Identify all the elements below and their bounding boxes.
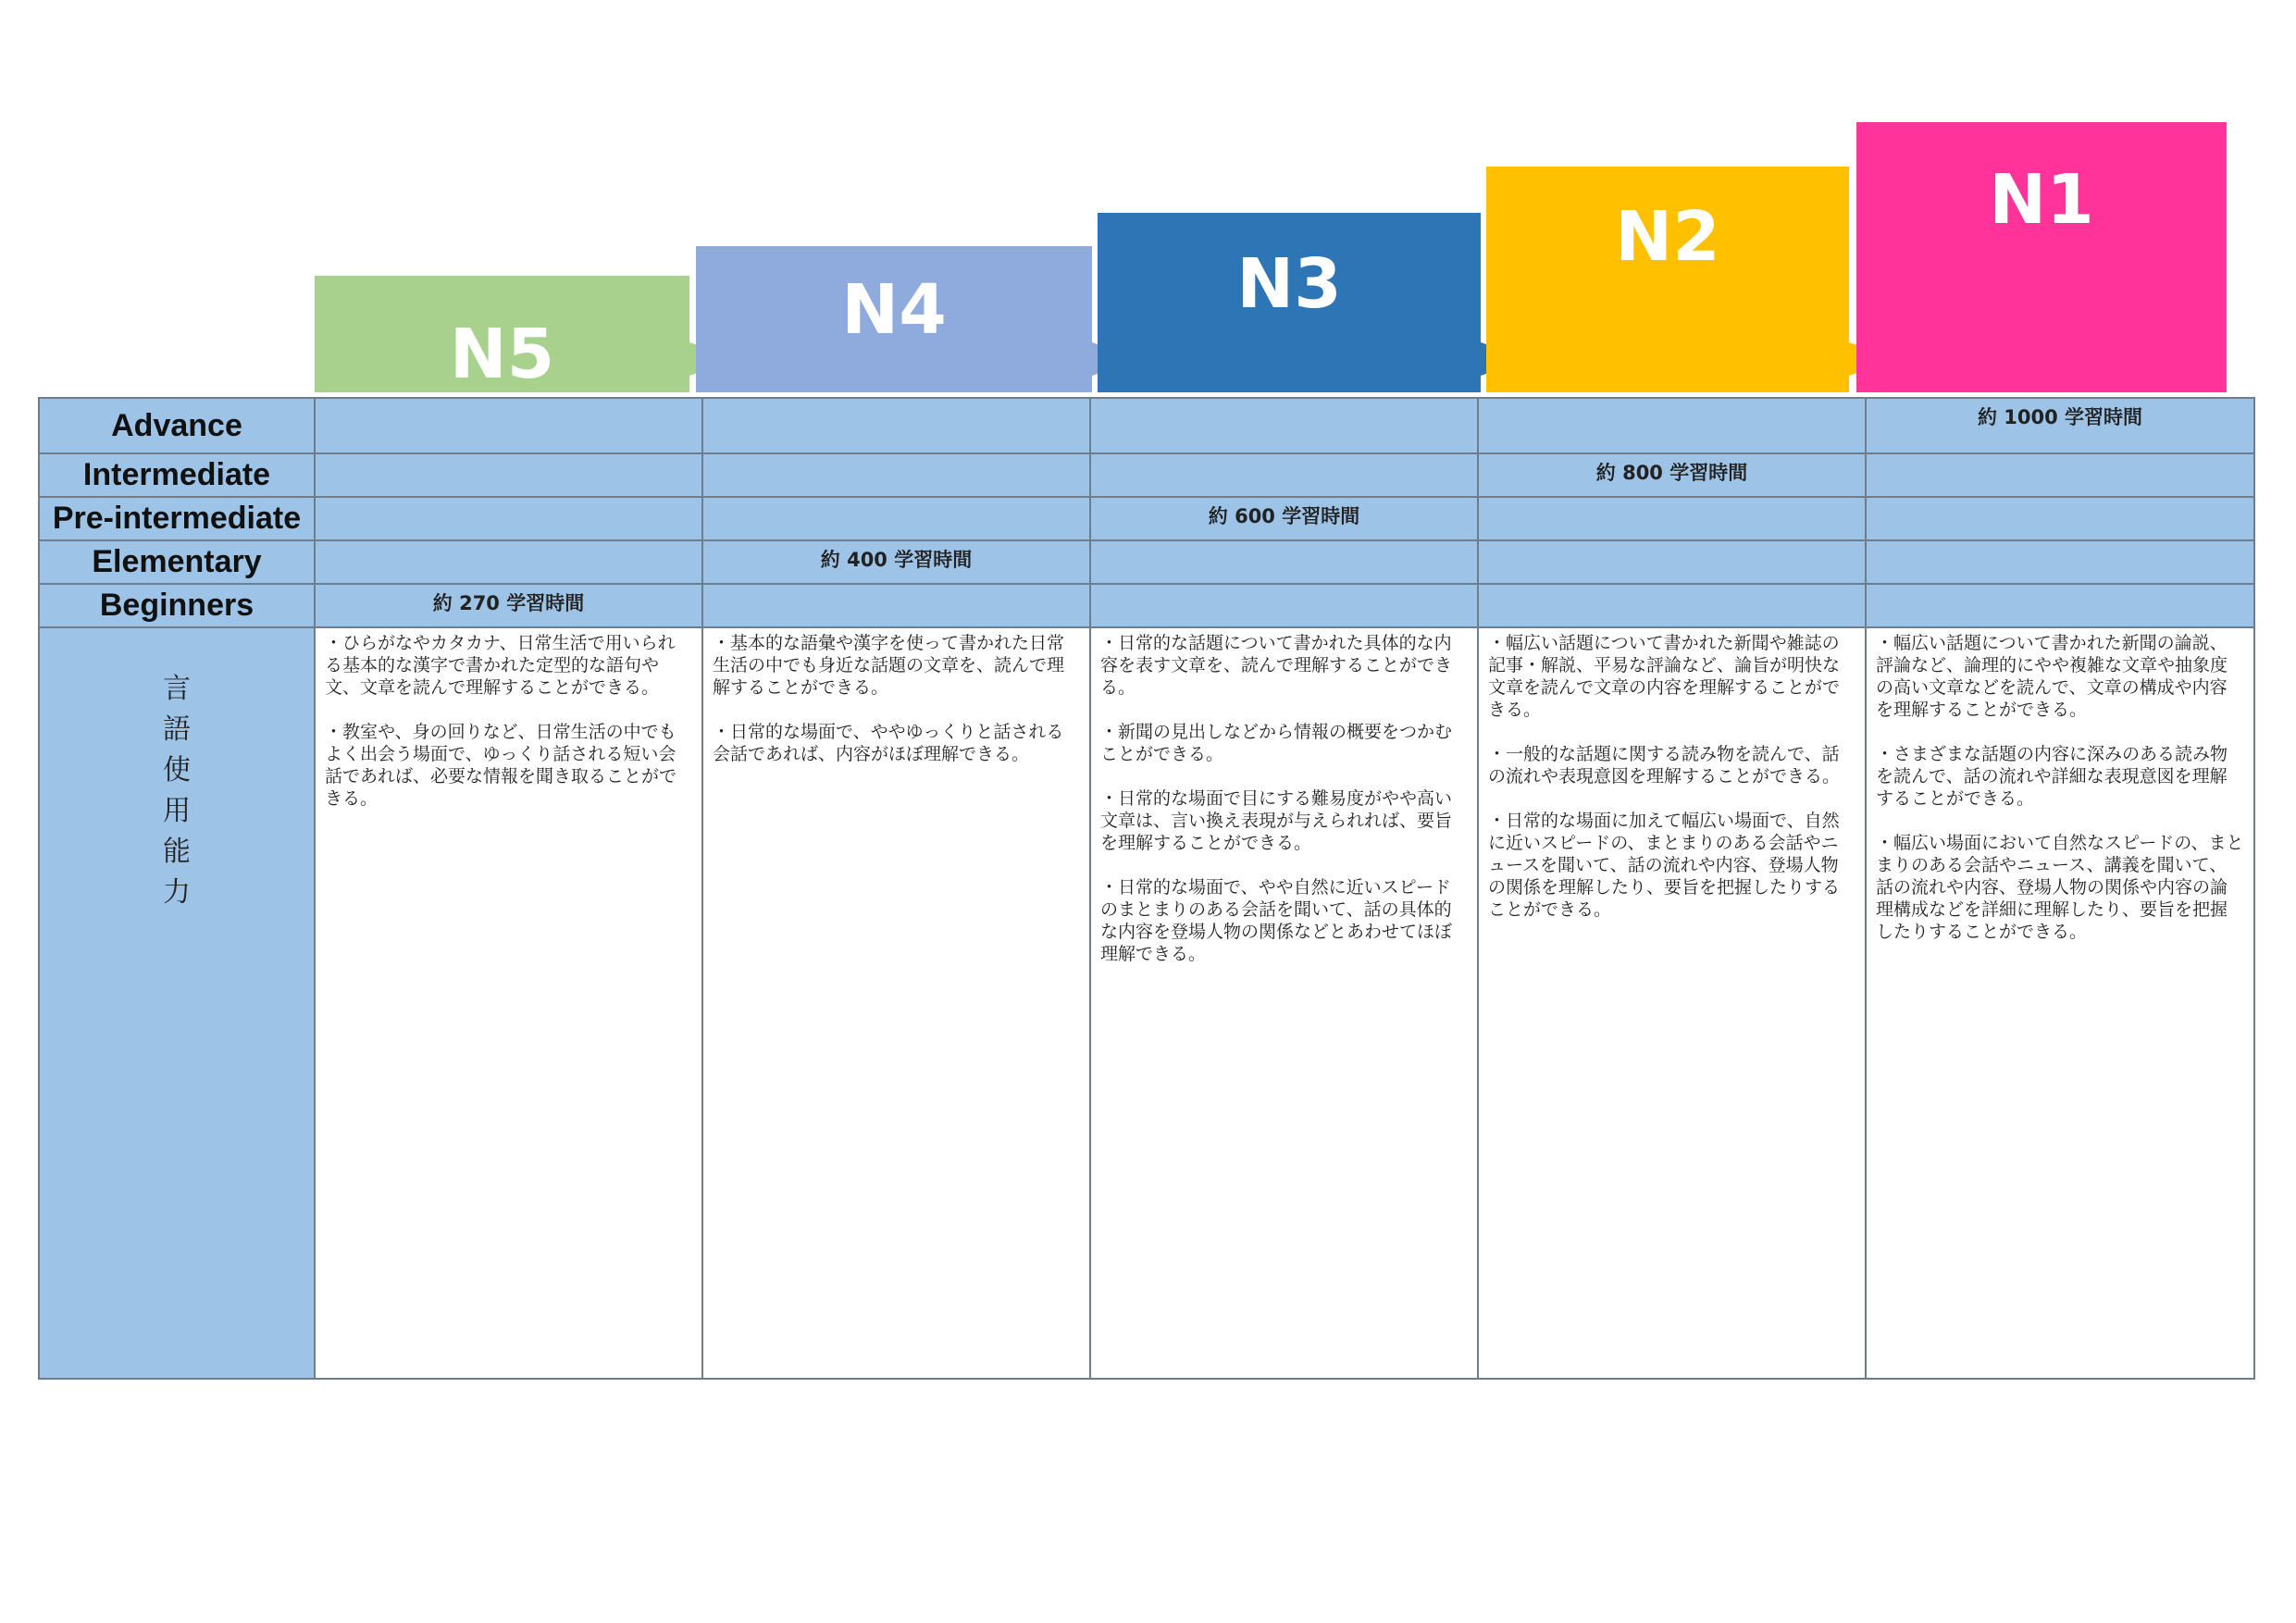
header-char-3: 使 xyxy=(163,754,191,787)
description-n2-reading: ・幅広い話題について書かれた新聞や雑誌の記事・解説、平易な評論など、論旨が明快な文章を読んで文章の内容を理解することができる。 xyxy=(1488,633,1841,720)
study-hours-n4: 約 400 学習時間 xyxy=(702,540,1090,584)
header-char-6: 力 xyxy=(163,876,191,909)
study-hours-n2: 約 800 学習時間 xyxy=(1478,453,1866,497)
jlpt-level-table xyxy=(38,397,2255,1380)
cell-preint-n4 xyxy=(702,497,1090,540)
level-beginners: Beginners xyxy=(39,584,315,627)
header-char-2: 語 xyxy=(163,713,191,746)
cell-elementary-n2 xyxy=(1478,540,1866,584)
description-n4 xyxy=(702,627,1090,1379)
level-intermediate: Intermediate xyxy=(39,453,315,497)
banner-n5 xyxy=(315,276,689,392)
banner-n2 xyxy=(1486,167,1849,392)
cell-preint-n5 xyxy=(315,497,702,540)
cell-intermediate-n1 xyxy=(1866,453,2254,497)
language-ability-header xyxy=(39,627,315,1379)
cell-elementary-n1 xyxy=(1866,540,2254,584)
description-n4-reading: ・基本的な語彙や漢字を使って書かれた日常生活の中でも身近な話題の文章を、読んで理解することができる。 xyxy=(713,633,1065,698)
study-hours-n5: 約 270 学習時間 xyxy=(315,584,702,627)
description-n1-reading: ・幅広い話題について書かれた新聞の論説、評論など、論理的にやや複雑な文章や抽象度の高い文章などを読んで、文章の構成や内容を理解することができる。 xyxy=(1876,633,2228,720)
banner-n1 xyxy=(1856,122,2227,392)
cell-beginners-n1 xyxy=(1866,584,2254,627)
banner-n4 xyxy=(696,246,1092,392)
cell-advance-n2 xyxy=(1478,398,1866,453)
cell-elementary-n3 xyxy=(1090,540,1478,584)
cell-intermediate-n3 xyxy=(1090,453,1478,497)
cell-advance-n5 xyxy=(315,398,702,453)
description-n3-paraphrase: ・日常的な場面で目にする難易度がやや高い文章は、言い換え表現が与えられれば、要旨を理解することができる。 xyxy=(1100,788,1453,853)
cell-advance-n4 xyxy=(702,398,1090,453)
banner-n1-label: N1 xyxy=(1989,160,2094,240)
cell-intermediate-n5 xyxy=(315,453,702,497)
cell-preint-n2 xyxy=(1478,497,1866,540)
banner-n2-label: N2 xyxy=(1615,197,1720,277)
description-n5-reading: ・ひらがなやカタカナ、日常生活で用いられる基本的な漢字で書かれた定型的な語句や文、文章を読んで理解することができる。 xyxy=(325,633,676,698)
study-hours-n1: 約 1000 学習時間 xyxy=(1866,398,2254,453)
banner-n3-label: N3 xyxy=(1236,244,1342,324)
cell-advance-n3 xyxy=(1090,398,1478,453)
banner-n3 xyxy=(1098,213,1481,392)
cell-intermediate-n4 xyxy=(702,453,1090,497)
banner-n5-label: N5 xyxy=(449,315,555,394)
description-n2 xyxy=(1478,627,1866,1379)
level-pre-intermediate: Pre-intermediate xyxy=(39,497,315,540)
description-n3 xyxy=(1090,627,1478,1379)
header-char-5: 能 xyxy=(163,836,191,868)
header-char-4: 用 xyxy=(163,795,191,827)
cell-preint-n1 xyxy=(1866,497,2254,540)
level-elementary: Elementary xyxy=(39,540,315,584)
level-advance: Advance xyxy=(39,398,315,453)
cell-elementary-n5 xyxy=(315,540,702,584)
cell-beginners-n2 xyxy=(1478,584,1866,627)
cell-beginners-n4 xyxy=(702,584,1090,627)
description-n4-listening: ・日常的な場面で、ややゆっくりと話される会話であれば、内容がほぼ理解できる。 xyxy=(713,722,1064,764)
description-n3-listening: ・日常的な場面で、やや自然に近いスピードのまとまりのある会話を聞いて、話の具体的な内容を登場人物の関係などとあわせてほぼ理解できる。 xyxy=(1100,877,1453,964)
cell-beginners-n3 xyxy=(1090,584,1478,627)
description-n1-depth: ・さまざまな話題の内容に深みのある読み物を読んで、話の流れや詳細な表現意図を理解することができる。 xyxy=(1876,744,2228,809)
description-n1-listening: ・幅広い場面において自然なスピードの、まとまりのある会話やニュース、講義を聞いて、話の流れや内容、登場人物の関係や内容の論理構成などを詳細に理解したり、要旨を把握したりすることができる。 xyxy=(1876,833,2244,942)
description-n3-headlines: ・新聞の見出しなどから情報の概要をつかむことができる。 xyxy=(1100,722,1453,764)
description-n2-listening: ・日常的な場面に加えて幅広い場面で、自然に近いスピードの、まとまりのある会話やニュースを聞いて、話の流れや内容、登場人物の関係を理解したり、要旨を把握したりすることができる。 xyxy=(1488,811,1841,920)
banner-n4-label: N4 xyxy=(841,270,947,350)
study-hours-n3: 約 600 学習時間 xyxy=(1090,497,1478,540)
description-n2-general: ・一般的な話題に関する読み物を読んで、話の流れや表現意図を理解することができる。 xyxy=(1488,744,1841,787)
description-n1 xyxy=(1866,627,2254,1379)
description-n3-reading: ・日常的な話題について書かれた具体的な内容を表す文章を、読んで理解することができる。 xyxy=(1100,633,1453,698)
header-char-1: 言 xyxy=(163,673,191,705)
description-n5 xyxy=(315,627,702,1379)
description-n5-listening: ・教室や、身の回りなど、日常生活の中でもよく出会う場面で、ゆっくり話される短い会話であれば、必要な情報を聞き取ることができる。 xyxy=(325,722,677,809)
